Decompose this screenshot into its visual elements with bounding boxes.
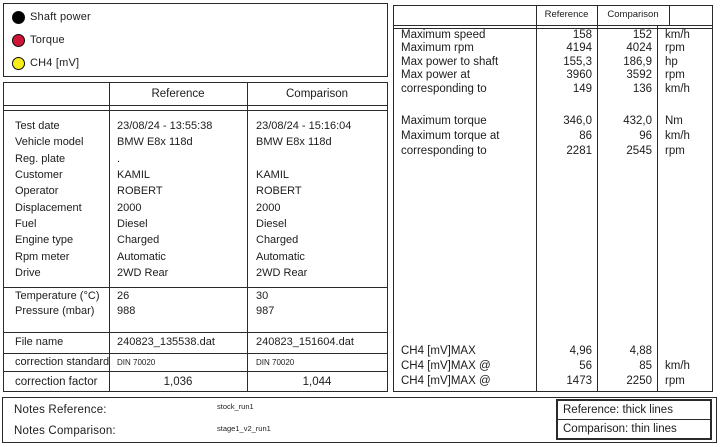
row-label: CH4 [mV]MAX @ — [401, 375, 491, 387]
ref-value: Diesel — [117, 218, 148, 231]
table-row — [394, 114, 712, 129]
row-label: Rpm meter — [15, 250, 70, 263]
empty-header-cell — [394, 8, 536, 21]
results-table — [393, 5, 713, 392]
ref-value: 23/08/24 - 13:55:38 — [117, 120, 213, 132]
table-row — [4, 216, 387, 232]
ref-value: 1,036 — [163, 376, 193, 388]
row-label: Maximum torque at — [401, 130, 500, 142]
ref-value: Automatic — [117, 250, 166, 263]
table-row — [394, 129, 712, 144]
comparison-column-header: Comparison — [286, 88, 348, 100]
row-label: Drive — [15, 267, 41, 280]
ref-value: 155,3 — [563, 55, 592, 68]
row-divider — [4, 371, 387, 372]
unit-label: hp — [665, 55, 678, 68]
comp-value: 3592 — [626, 69, 652, 82]
table-row — [394, 374, 712, 389]
row-label: correction standard — [4, 355, 109, 370]
legend-item-shaft-power — [12, 10, 387, 24]
ref-value: 1473 — [566, 375, 592, 387]
row-label: Maximum rpm — [401, 42, 474, 55]
row-divider — [4, 332, 387, 333]
comp-value: 2545 — [626, 145, 652, 157]
ref-value: DIN 70020 — [117, 358, 156, 367]
row-label: Maximum torque — [401, 115, 487, 127]
comparison-column-header: Comparison — [607, 9, 659, 20]
table-row — [4, 232, 387, 248]
row-label: Reg. plate — [15, 152, 66, 165]
chart-legend — [3, 3, 388, 77]
table-row — [4, 200, 387, 216]
comp-value: 152 — [632, 29, 652, 41]
notes-comparison-value: stage1_v2_run1 — [217, 424, 271, 433]
table-row — [394, 144, 712, 159]
line-style-legend — [556, 399, 712, 440]
ref-value: 4194 — [566, 42, 592, 55]
row-label: Pressure (mbar) — [15, 305, 95, 317]
comp-value: 23/08/24 - 15:16:04 — [256, 120, 352, 132]
unit-label: rpm — [665, 42, 685, 55]
row-divider — [4, 110, 387, 111]
header-divider — [394, 25, 712, 26]
row-label: Test date — [15, 120, 60, 132]
table-row — [4, 375, 387, 389]
table-row — [4, 151, 387, 167]
row-divider — [4, 353, 387, 354]
ref-value: 26 — [117, 290, 130, 302]
info-table-env-rows — [4, 289, 387, 319]
unit-label: rpm — [665, 69, 685, 82]
comp-value: 1,044 — [302, 376, 332, 388]
ref-value: KAMIL — [117, 169, 151, 182]
ref-value: 346,0 — [563, 115, 592, 127]
ch4-swatch-icon — [12, 57, 25, 70]
unit-label: rpm — [665, 375, 685, 387]
table-row — [394, 344, 712, 359]
ref-value: 2000 — [117, 201, 142, 214]
table-row — [394, 56, 712, 69]
comp-value: 240823_151604.dat — [256, 336, 354, 348]
row-label: Fuel — [15, 218, 37, 231]
table-row — [4, 167, 387, 183]
comp-value: 2250 — [626, 375, 652, 387]
row-divider — [4, 105, 387, 106]
legend-item-torque — [12, 33, 387, 47]
ref-value: 240823_135538.dat — [117, 336, 215, 348]
info-table-header — [4, 86, 387, 102]
ref-value: . — [117, 152, 121, 165]
unit-header-cell — [669, 8, 712, 21]
table-row — [394, 42, 712, 55]
row-label: Max power to shaft — [401, 55, 499, 68]
comp-value: BMW E8x 118d — [256, 136, 332, 149]
info-table-correction-standard-row — [4, 355, 387, 370]
row-label: File name — [15, 336, 64, 348]
ref-value: 3960 — [566, 69, 592, 82]
comp-value — [247, 151, 387, 167]
row-label: corresponding to — [401, 82, 487, 95]
notes-reference-label: Notes Reference: — [14, 404, 107, 416]
ref-value: 158 — [572, 29, 592, 41]
row-label: Temperature (°C) — [15, 290, 100, 302]
ref-value: 4,96 — [569, 345, 592, 357]
unit-label — [657, 344, 712, 359]
comp-value: Automatic — [256, 250, 305, 263]
comparison-line-style: Comparison: thin lines — [563, 423, 677, 435]
row-divider — [4, 287, 387, 288]
row-label: correction factor — [15, 376, 98, 388]
ref-value: ROBERT — [117, 185, 163, 198]
ref-value: Charged — [117, 234, 160, 247]
comp-value: 2WD Rear — [256, 267, 308, 280]
table-row — [4, 118, 387, 134]
reference-column-header: Reference — [151, 88, 205, 100]
row-label: Maximum speed — [401, 29, 486, 41]
ref-value: 86 — [579, 130, 592, 142]
legend-item-ch4 — [12, 56, 387, 70]
table-row — [4, 335, 387, 350]
table-row — [4, 249, 387, 265]
table-row — [394, 359, 712, 374]
comp-value: 4024 — [626, 42, 652, 55]
table-row — [4, 289, 387, 304]
unit-label: rpm — [665, 145, 685, 157]
comp-value: 2000 — [256, 201, 281, 214]
comp-value: DIN 70020 — [256, 358, 295, 367]
ref-value: BMW E8x 118d — [117, 136, 193, 149]
comp-value: ROBERT — [256, 185, 302, 198]
reference-line-style: Reference: thick lines — [558, 401, 710, 420]
table-row — [4, 304, 387, 319]
table-row — [4, 355, 387, 370]
info-table-correction-factor-row — [4, 375, 387, 389]
legend-label: Shaft power — [30, 11, 91, 23]
reference-column-header: Reference — [544, 9, 589, 20]
unit-label: Nm — [665, 115, 683, 127]
comp-value: 96 — [639, 130, 652, 142]
legend-label: CH4 [mV] — [30, 57, 80, 69]
torque-swatch-icon — [12, 34, 25, 47]
results-power-rows — [394, 29, 712, 96]
comp-value: Charged — [256, 234, 299, 247]
row-label: Vehicle model — [15, 136, 84, 149]
row-label: corresponding to — [401, 145, 487, 157]
ref-value: 988 — [117, 305, 136, 317]
comp-value: KAMIL — [256, 169, 290, 182]
comp-value: Diesel — [256, 218, 287, 231]
empty-header-cell — [4, 86, 109, 102]
ref-value: 2WD Rear — [117, 267, 169, 280]
vehicle-info-table — [3, 82, 388, 392]
unit-label: km/h — [665, 360, 690, 372]
row-label: Engine type — [15, 234, 74, 247]
comp-value: 85 — [639, 360, 652, 372]
table-row — [394, 83, 712, 96]
comp-value: 30 — [256, 290, 269, 302]
row-label: CH4 [mV]MAX — [401, 345, 476, 357]
table-row — [4, 134, 387, 150]
comp-value: 987 — [256, 305, 275, 317]
ref-value: 149 — [572, 82, 592, 95]
unit-label: km/h — [665, 130, 690, 142]
notes-comparison-label: Notes Comparison: — [14, 425, 116, 437]
comp-value: 432,0 — [623, 115, 652, 127]
row-label: Displacement — [15, 201, 82, 214]
ref-value: 56 — [579, 360, 592, 372]
table-row — [4, 265, 387, 281]
info-table-file-row — [4, 335, 387, 350]
row-label: Operator — [15, 185, 59, 198]
legend-label: Torque — [30, 34, 65, 46]
unit-label: km/h — [665, 29, 690, 41]
info-table-main-rows — [4, 118, 387, 281]
shaft-power-swatch-icon — [12, 11, 25, 24]
ref-value: 2281 — [566, 145, 592, 157]
results-table-header — [394, 8, 712, 21]
comp-value: 186,9 — [623, 55, 652, 68]
results-ch4-rows — [394, 344, 712, 389]
row-label: Max power at — [401, 69, 471, 82]
table-row — [394, 29, 712, 42]
table-row — [4, 183, 387, 199]
results-torque-rows — [394, 114, 712, 159]
comp-value: 136 — [632, 82, 652, 95]
row-label: Customer — [15, 169, 63, 182]
notes-reference-value: stock_run1 — [217, 402, 254, 411]
table-row — [394, 69, 712, 82]
comp-value: 4,88 — [629, 345, 652, 357]
row-label: CH4 [mV]MAX @ — [401, 360, 491, 372]
unit-label: km/h — [665, 82, 690, 95]
